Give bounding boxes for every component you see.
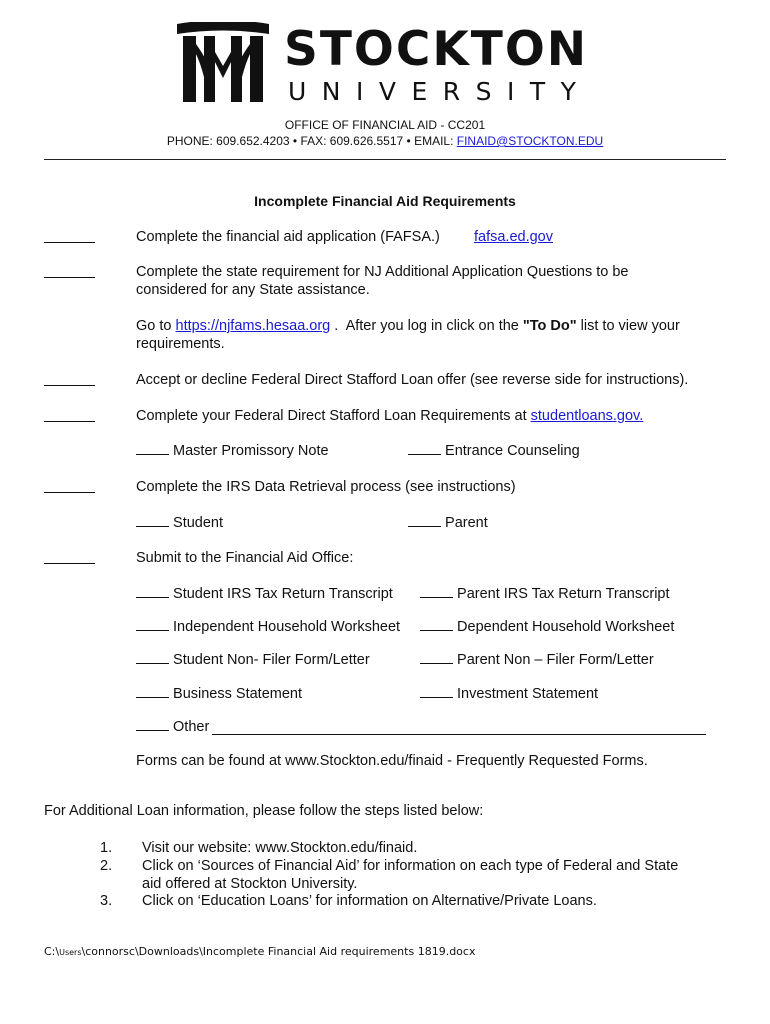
step-text: Click on ‘Sources of Financial Aid’ for information on each type of Federal and State: [142, 858, 679, 874]
path-rest: \connorsc\Downloads\Incomplete Financial Aid requirements 1819.docx: [81, 945, 476, 958]
check-blank[interactable]: [420, 585, 453, 598]
check-blank-fafsa[interactable]: [44, 230, 95, 243]
req-submit-text: Submit to the Financial Aid Office:: [136, 550, 354, 566]
submit-item-right: [420, 651, 654, 669]
check-blank-submit[interactable]: [44, 551, 95, 564]
req-state-line4: requirements.: [136, 336, 225, 352]
submit-item-right: [420, 618, 674, 636]
submit-item-other: [136, 718, 209, 736]
sub-mpn-label: Master Promissory Note: [173, 443, 329, 459]
check-blank-entrance[interactable]: [408, 442, 441, 455]
req-stafford-line: [136, 407, 643, 425]
check-blank-other[interactable]: [136, 718, 169, 731]
sub-entrance: [408, 442, 580, 460]
sub-irs-student-label: Student: [173, 515, 224, 531]
step-text: Visit our website: www.Stockton.edu/finaid.: [142, 840, 418, 856]
check-blank[interactable]: [136, 585, 169, 598]
check-blank[interactable]: [136, 618, 169, 631]
header-divider: [44, 159, 726, 160]
submit-other-label: Other: [173, 719, 210, 735]
req-irs-text: Complete the IRS Data Retrieval process (see instructions): [136, 479, 516, 495]
page-title: Incomplete Financial Aid Requirements: [254, 193, 516, 209]
stockton-logo-mark: [175, 22, 271, 104]
submit-item-right: [420, 585, 670, 603]
goto-mid: . After you log in click on the: [330, 318, 523, 334]
check-blank[interactable]: [420, 618, 453, 631]
req-stafford-text: Complete your Federal Direct Stafford Loan Requirements at: [136, 408, 531, 424]
goto-prefix: Go to: [136, 318, 176, 334]
logo-wordmark-university: UNIVERSITY: [288, 77, 592, 106]
check-blank-loan-offer[interactable]: [44, 373, 95, 386]
studentloans-link[interactable]: studentloans.gov.: [530, 408, 644, 424]
step-number: 1.: [100, 840, 113, 856]
forms-note: Forms can be found at www.Stockton.edu/finaid - Frequently Requested Forms.: [136, 753, 648, 769]
sub-mpn: [136, 442, 329, 460]
logo-wordmark-stockton: STOCKTON: [284, 22, 589, 77]
sub-irs-parent: [408, 514, 488, 532]
check-blank[interactable]: [420, 685, 453, 698]
submit-item-left: [136, 585, 393, 603]
check-blank-mpn[interactable]: [136, 442, 169, 455]
additional-intro: For Additional Loan information, please follow the steps listed below:: [44, 803, 484, 819]
check-blank-irs[interactable]: [44, 480, 95, 493]
submit-item-left: [136, 618, 400, 636]
req-state-goto: [136, 317, 680, 335]
req-fafsa-text: Complete the financial aid application (FAFSA.): [136, 229, 440, 245]
check-blank[interactable]: [136, 685, 169, 698]
step-number: 2.: [100, 858, 113, 874]
submit-item-label: Investment Statement: [457, 686, 599, 702]
footer-file-path: [44, 945, 475, 958]
check-blank-stafford[interactable]: [44, 409, 95, 422]
check-blank-irs-parent[interactable]: [408, 514, 441, 527]
submit-item-label: Dependent Household Worksheet: [457, 619, 675, 635]
sub-irs-parent-label: Parent: [445, 515, 488, 531]
contact-details: PHONE: 609.652.4203 • FAX: 609.626.5517 • EMAIL:: [166, 134, 457, 148]
other-write-in-line[interactable]: [212, 722, 706, 735]
path-users: Users: [59, 948, 82, 957]
check-blank-irs-student[interactable]: [136, 514, 169, 527]
req-state-line2: considered for any State assistance.: [136, 282, 370, 298]
submit-item-label: Business Statement: [173, 686, 302, 702]
submit-item-left: [136, 685, 302, 703]
submit-item-right: [420, 685, 598, 703]
goto-suffix: list to view your: [576, 318, 680, 334]
todo-label: "To Do": [522, 318, 577, 334]
submit-item-label: Parent IRS Tax Return Transcript: [457, 586, 670, 602]
req-state-line1: Complete the state requirement for NJ Additional Application Questions to be: [136, 264, 629, 280]
path-start: C:\: [44, 945, 60, 958]
sub-entrance-label: Entrance Counseling: [445, 443, 580, 459]
submit-item-label: Student Non- Filer Form/Letter: [173, 652, 370, 668]
submit-item-left: [136, 651, 370, 669]
office-line: OFFICE OF FINANCIAL AID - CC201: [284, 118, 486, 132]
check-blank-state[interactable]: [44, 265, 95, 278]
check-blank[interactable]: [420, 651, 453, 664]
fafsa-link[interactable]: fafsa.ed.gov: [474, 229, 553, 245]
submit-item-label: Parent Non – Filer Form/Letter: [457, 652, 654, 668]
check-blank[interactable]: [136, 651, 169, 664]
step-text: Click on ‘Education Loans’ for information on Alternative/Private Loans.: [142, 893, 597, 909]
req-loan-offer-text: Accept or decline Federal Direct Stafford Loan offer (see reverse side for instructions).: [136, 372, 689, 388]
njfams-link[interactable]: https://njfams.hesaa.org: [175, 318, 331, 334]
contact-line: [0, 134, 770, 149]
submit-item-label: Student IRS Tax Return Transcript: [173, 586, 393, 602]
submit-item-label: Independent Household Worksheet: [173, 619, 401, 635]
step-text-continued: aid offered at Stockton University.: [142, 876, 358, 892]
step-number: 3.: [100, 893, 113, 909]
sub-irs-student: [136, 514, 223, 532]
email-link[interactable]: FINAID@STOCKTON.EDU: [456, 134, 604, 148]
